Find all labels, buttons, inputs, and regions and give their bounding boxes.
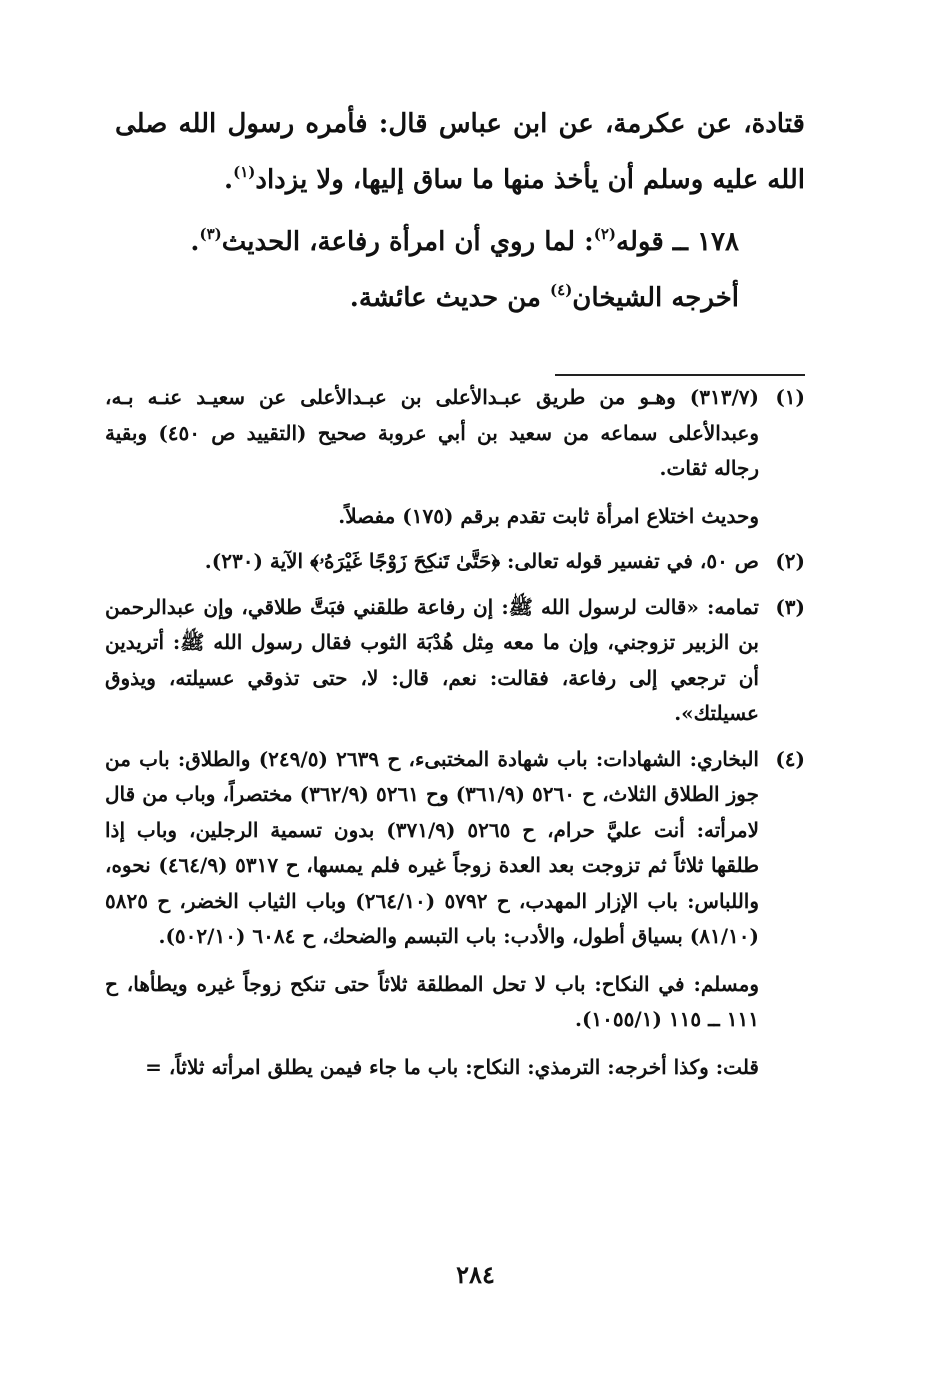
hadith-178-text-a: ١٧٨ ــ قوله <box>616 227 739 257</box>
footnotes <box>105 380 805 1085</box>
page-number: ٢٨٤ <box>456 1260 495 1289</box>
footnote-paragraph: البخاري: الشهادات: باب شهادة المختبىء، ح ٢٦٣٩ (٢٤٩/٥) والطلاق: باب من جوز الطلاق الثلاث، ح ٥٢٦٠ (٣٦١/٩) وح ٥٢٦١ (٣٦٢/٩) مختصراً، وباب من قال لامرأته: أنت عليَّ حرام، ح ٥٢٦٥ (٣٧١/٩) بدون تسمية الرجلين، وباب إذا طلقها ثلاثاً ثم تزوجت بعد العدة زوجاً غيره فلم يمسها، ح ٥٣١٧ (٤٦٤/٩) نحوه، واللباس: باب الإزار المهدب، ح ٥٧٩٢ (٢٦٤/١٠) وباب الثياب الخضر، ح ٥٨٢٥ (٨١/١٠) بسياق أطول، والأدب: باب التبسم والضحك، ح ٦٠٨٤ (٥٠٢/١٠). <box>105 746 760 948</box>
footnote-separator <box>555 374 805 376</box>
takhrij-line <box>115 270 805 326</box>
hadith-178-text-b: : لما روي أن امرأة رفاعة، الحديث <box>221 227 594 257</box>
hadith-178-end: . <box>190 227 200 257</box>
footnote-3 <box>105 590 805 732</box>
takhrij-text-a: أخرجه الشيخان <box>572 283 739 313</box>
footnote-ref-2[interactable]: (٢) <box>593 225 617 243</box>
footnote-paragraph: قلت: وكذا أخرجه: الترمذي: النكاح: باب ما جاء فيمن يطلق امرأته ثلاثاً، = <box>145 1054 759 1079</box>
footnote-2 <box>105 544 805 580</box>
main-line-2-end: . <box>224 165 234 195</box>
footnote-number: (٤) <box>775 746 805 771</box>
footnote-paragraph: (٣١٣/٧) وهـو من طريق عبـدالأعلى بن عبـدالأعلى عن سعيـد عنـه بـه، وعبدالأعلى سماعه من سعيد بن أبي عروبة صحيح (التقييد ص ٤٥٠) وبقية رجاله ثقات. <box>105 385 759 480</box>
footnote-number: (٢) <box>775 549 805 573</box>
footnote-paragraph: تمامه: «قالت لرسول الله ﷺ: إن رفاعة طلقني فبَتَّ طلاقي، وإن عبدالرحمن بن الزبير تزوجني، وإن ما معه مِثل هُدْبَة الثوب فقال رسول الله ﷺ: أتريدين أن ترجعي إلى رفاعة، فقالت: نعم، قال: لا، حتى تذوقي عسيلته، ويذوق عسيلتك». <box>105 594 759 725</box>
main-text <box>115 96 805 326</box>
footnote-4 <box>105 742 805 1086</box>
main-line-2-text: عليه وسلم أن يأخذ منها ما ساق إليها، ولا يزداد <box>255 165 759 195</box>
footnote-1 <box>105 380 805 534</box>
main-line-1 <box>115 96 805 208</box>
main-line-1-text: قتادة، عن عكرمة، عن ابن عباس قال: فأمره رسول الله صلى الله <box>115 109 805 195</box>
footnote-ref-3[interactable]: (٣) <box>199 225 222 243</box>
footnote-number: (٣) <box>775 594 805 619</box>
footnote-ref-4[interactable]: (٤) <box>550 281 573 299</box>
footnote-ref-1[interactable]: (١) <box>233 163 256 181</box>
hadith-178-line <box>115 214 805 270</box>
footnote-paragraph: وحديث اختلاع امرأة ثابت تقدم برقم (١٧٥) مفصلاً. <box>338 503 759 528</box>
footnote-paragraph: ص ٥٠، في تفسير قوله تعالى: ﴿حَتَّىٰ تَنكِحَ زَوْجًا غَيْرَهُۥ﴾ الآية (٢٣٠). <box>204 549 759 573</box>
footnote-number: (١) <box>775 385 805 409</box>
takhrij-text-b: من حديث عائشة. <box>349 283 551 313</box>
footnote-paragraph: ومسلم: في النكاح: باب لا تحل المطلقة ثلاثاً حتى تنكح زوجاً غيره ويطأها، ح ١١١ ــ ١١٥ (١٠٥٥/١). <box>105 971 759 1031</box>
